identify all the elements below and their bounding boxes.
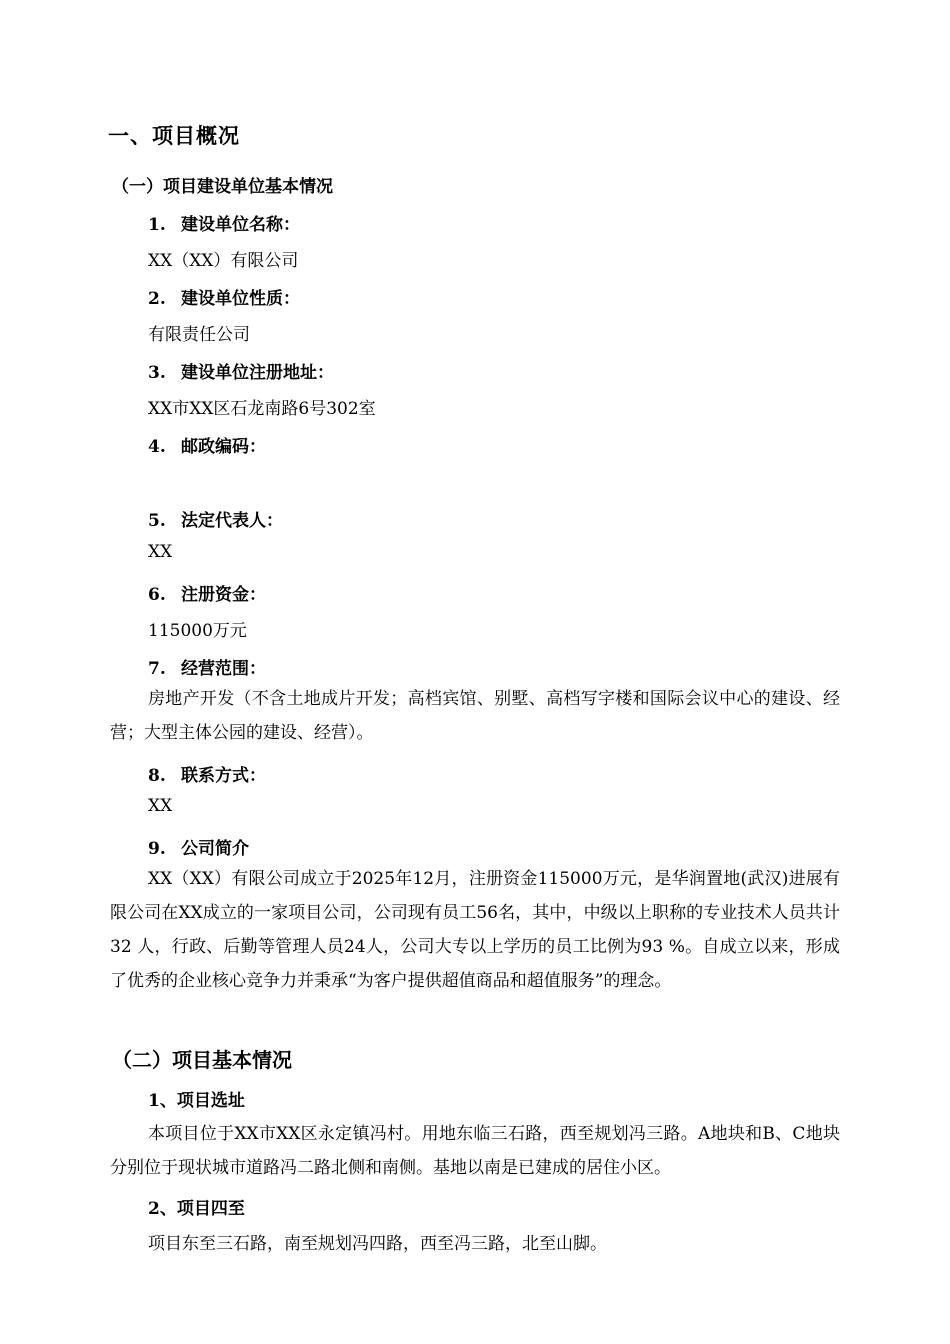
- item-label: 公司简介: [181, 839, 249, 859]
- item-label: 邮政编码：: [181, 437, 266, 457]
- item-value-registered-address: XX市XX区石龙南路6号302室: [148, 399, 376, 419]
- project-value-site: 本项目位于XX市XX区永定镇冯村。用地东临三石路，西至规划冯三路。A地块和B、C地块分别位于现状城市道路冯二路北侧和南侧。基地以南是已建成的居住小区。: [110, 1124, 840, 1178]
- item-number: 2.: [148, 289, 166, 309]
- item-value-business-scope: 房地产开发（不含土地成片开发；高档宾馆、别墅、高档写字楼和国际会议中心的建设、经营；大型主体公园的建设、经营）。: [110, 689, 840, 743]
- item-number: 3.: [148, 363, 166, 383]
- subsection-title-company: （一）项目建设单位基本情况: [112, 177, 333, 197]
- project-value-boundaries: 项目东至三石路，南至规划冯四路，西至冯三路，北至山脚。: [148, 1234, 607, 1254]
- project-heading-boundaries: 2、项目四至: [148, 1199, 245, 1219]
- item-value-company-name: XX（XX）有限公司: [148, 251, 299, 271]
- item-label: 建设单位名称：: [181, 215, 300, 235]
- item-heading-registered-capital: [148, 580, 266, 605]
- item-label: 联系方式：: [181, 766, 266, 786]
- item-heading-contact: [148, 761, 266, 786]
- item-number: 6.: [148, 585, 166, 605]
- project-heading-site: 1、项目选址: [148, 1091, 245, 1111]
- item-number: 8.: [148, 766, 166, 786]
- subsection-title-project: （二）项目基本情况: [112, 1048, 292, 1072]
- item-label: 建设单位注册地址：: [181, 363, 334, 383]
- item-heading-company-profile: [148, 834, 249, 859]
- item-number: 5.: [148, 511, 166, 531]
- item-label: 经营范围：: [181, 659, 266, 679]
- item-value-contact: XX: [148, 796, 173, 816]
- item-value-company-profile: XX（XX）有限公司成立于2025年12月，注册资金115000万元，是华润置地(武汉)进展有限公司在XX成立的一家项目公司，公司现有员工56名，其中，中级以上职称的专业技术人员共计32 人，行政、后勤等管理人员24人，公司大专以上学历的员工比例为93 %。自成立以来，形成了优秀的企业核心竞争力并秉承“为客户提供超值商品和超值服务”的理念。: [110, 869, 840, 991]
- section-title: 一、项目概况: [108, 123, 240, 148]
- item-number: 9.: [148, 839, 166, 859]
- item-number: 7.: [148, 659, 166, 679]
- item-heading-company-name: [148, 210, 300, 235]
- item-heading-business-scope: [148, 654, 266, 679]
- item-label: 建设单位性质：: [181, 289, 300, 309]
- item-number: 1.: [148, 215, 166, 235]
- item-number: 4.: [148, 437, 166, 457]
- item-label: 法定代表人：: [181, 511, 283, 531]
- item-heading-postal-code: [148, 432, 266, 457]
- item-heading-company-type: [148, 284, 300, 309]
- item-value-legal-representative: XX: [148, 542, 173, 562]
- item-heading-registered-address: [148, 358, 334, 383]
- item-value-company-type: 有限责任公司: [148, 325, 250, 345]
- item-label: 注册资金：: [181, 585, 266, 605]
- item-heading-legal-representative: [148, 506, 283, 531]
- item-value-registered-capital: 115000万元: [148, 621, 247, 641]
